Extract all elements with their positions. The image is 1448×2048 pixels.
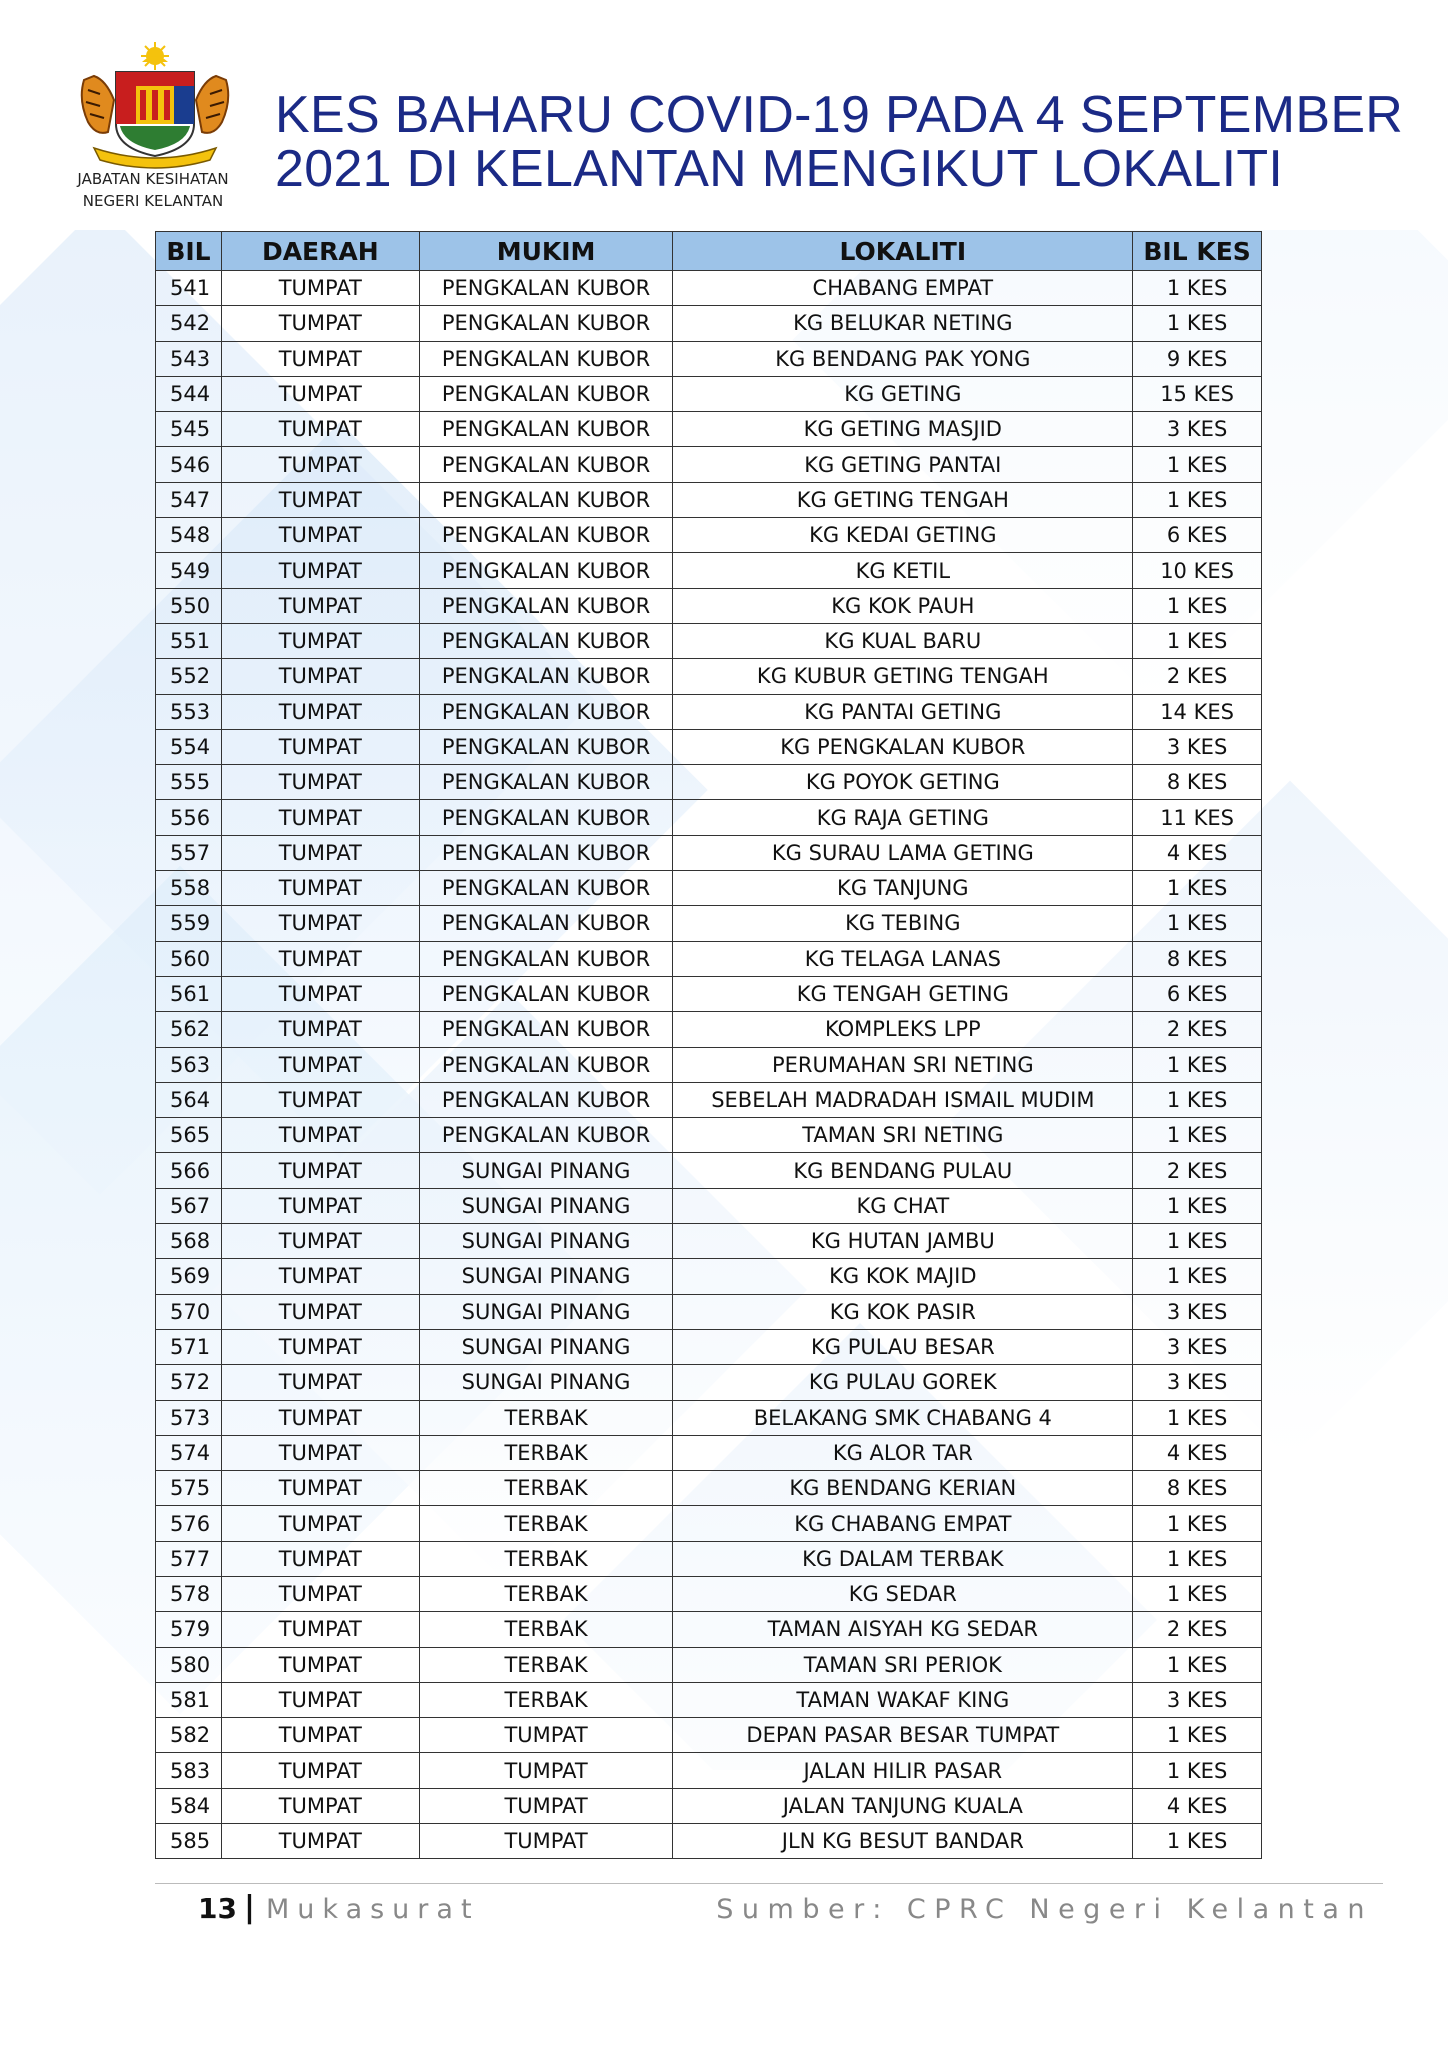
- cell-bil: 557: [156, 835, 222, 870]
- cell-bil-kes: 8 KES: [1133, 1471, 1262, 1506]
- cell-bil-kes: 15 KES: [1133, 376, 1262, 411]
- cell-bil: 581: [156, 1682, 222, 1717]
- cell-bil-kes: 2 KES: [1133, 1012, 1262, 1047]
- cell-lokaliti: KG PULAU BESAR: [673, 1329, 1133, 1364]
- cell-daerah: TUMPAT: [221, 800, 419, 835]
- cell-mukim: TERBAK: [419, 1471, 673, 1506]
- cell-daerah: TUMPAT: [221, 1365, 419, 1400]
- cell-daerah: TUMPAT: [221, 906, 419, 941]
- cell-mukim: PENGKALAN KUBOR: [419, 341, 673, 376]
- cell-mukim: PENGKALAN KUBOR: [419, 659, 673, 694]
- cell-bil: 567: [156, 1188, 222, 1223]
- table-row: [156, 1506, 1262, 1541]
- cell-bil-kes: 3 KES: [1133, 1682, 1262, 1717]
- cell-lokaliti: KG CHABANG EMPAT: [673, 1506, 1133, 1541]
- cell-lokaliti: BELAKANG SMK CHABANG 4: [673, 1400, 1133, 1435]
- cell-mukim: TERBAK: [419, 1682, 673, 1717]
- table-row: [156, 271, 1262, 306]
- cell-bil-kes: 1 KES: [1133, 1188, 1262, 1223]
- cell-daerah: TUMPAT: [221, 1047, 419, 1082]
- cell-daerah: TUMPAT: [221, 1718, 419, 1753]
- table-row: [156, 588, 1262, 623]
- cell-lokaliti: KG BENDANG PULAU: [673, 1153, 1133, 1188]
- cell-lokaliti: JALAN HILIR PASAR: [673, 1753, 1133, 1788]
- cell-daerah: TUMPAT: [221, 694, 419, 729]
- cell-bil-kes: 1 KES: [1133, 1259, 1262, 1294]
- table-row: [156, 1612, 1262, 1647]
- table-row: [156, 1471, 1262, 1506]
- table-row: [156, 1682, 1262, 1717]
- table-row: [156, 659, 1262, 694]
- cell-daerah: TUMPAT: [221, 1506, 419, 1541]
- cell-lokaliti: KG PENGKALAN KUBOR: [673, 729, 1133, 764]
- table-row: [156, 341, 1262, 376]
- cell-bil-kes: 8 KES: [1133, 941, 1262, 976]
- cell-lokaliti: PERUMAHAN SRI NETING: [673, 1047, 1133, 1082]
- cell-lokaliti: KG KOK PASIR: [673, 1294, 1133, 1329]
- cell-mukim: TERBAK: [419, 1612, 673, 1647]
- table-row: [156, 518, 1262, 553]
- cell-bil-kes: 1 KES: [1133, 306, 1262, 341]
- cell-bil-kes: 4 KES: [1133, 1435, 1262, 1470]
- table-row: [156, 941, 1262, 976]
- cell-lokaliti: KG BELUKAR NETING: [673, 306, 1133, 341]
- page-title: [275, 88, 1425, 196]
- cell-daerah: TUMPAT: [221, 623, 419, 658]
- malaysia-coat-of-arms-icon: [70, 40, 240, 170]
- cell-mukim: TUMPAT: [419, 1788, 673, 1823]
- cell-bil-kes: 6 KES: [1133, 518, 1262, 553]
- cell-lokaliti: TAMAN AISYAH KG SEDAR: [673, 1612, 1133, 1647]
- cell-daerah: TUMPAT: [221, 447, 419, 482]
- cell-mukim: PENGKALAN KUBOR: [419, 306, 673, 341]
- org-line-2: NEGERI KELANTAN: [82, 192, 224, 210]
- cell-lokaliti: KG RAJA GETING: [673, 800, 1133, 835]
- title-line-1: KES BAHARU COVID-19 PADA 4 SEPTEMBER: [275, 86, 1404, 144]
- cell-daerah: TUMPAT: [221, 1682, 419, 1717]
- table-row: [156, 1224, 1262, 1259]
- cell-bil: 549: [156, 553, 222, 588]
- column-header-bil-kes: BIL KES: [1133, 232, 1262, 271]
- cell-bil: 546: [156, 447, 222, 482]
- cell-bil: 553: [156, 694, 222, 729]
- cell-bil-kes: 4 KES: [1133, 835, 1262, 870]
- cell-lokaliti: KG BENDANG KERIAN: [673, 1471, 1133, 1506]
- cell-bil: 569: [156, 1259, 222, 1294]
- footer-divider: [155, 1883, 1383, 1884]
- cell-mukim: TUMPAT: [419, 1718, 673, 1753]
- cell-bil-kes: 2 KES: [1133, 659, 1262, 694]
- cell-mukim: SUNGAI PINANG: [419, 1259, 673, 1294]
- cell-daerah: TUMPAT: [221, 659, 419, 694]
- cell-mukim: PENGKALAN KUBOR: [419, 871, 673, 906]
- cell-bil: 578: [156, 1576, 222, 1611]
- cell-mukim: PENGKALAN KUBOR: [419, 271, 673, 306]
- organization-name: [58, 168, 248, 212]
- table-row: [156, 376, 1262, 411]
- cell-bil: 559: [156, 906, 222, 941]
- cell-daerah: TUMPAT: [221, 341, 419, 376]
- cell-lokaliti: KG GETING MASJID: [673, 412, 1133, 447]
- table-row: [156, 1647, 1262, 1682]
- cell-bil: 563: [156, 1047, 222, 1082]
- table-row: [156, 729, 1262, 764]
- cell-bil: 542: [156, 306, 222, 341]
- cell-mukim: PENGKALAN KUBOR: [419, 694, 673, 729]
- cell-bil-kes: 1 KES: [1133, 271, 1262, 306]
- table-row: [156, 906, 1262, 941]
- cell-bil: 585: [156, 1824, 222, 1859]
- cell-daerah: TUMPAT: [221, 1471, 419, 1506]
- cell-daerah: TUMPAT: [221, 729, 419, 764]
- table-header-row: [156, 232, 1262, 271]
- cell-mukim: TERBAK: [419, 1400, 673, 1435]
- cell-daerah: TUMPAT: [221, 518, 419, 553]
- cell-daerah: TUMPAT: [221, 1188, 419, 1223]
- table-row: [156, 1435, 1262, 1470]
- cell-daerah: TUMPAT: [221, 482, 419, 517]
- column-header-lokaliti: LOKALITI: [673, 232, 1133, 271]
- cell-mukim: PENGKALAN KUBOR: [419, 1082, 673, 1117]
- table-row: [156, 1788, 1262, 1823]
- cell-mukim: PENGKALAN KUBOR: [419, 765, 673, 800]
- page-header: [0, 0, 1448, 230]
- cell-bil-kes: 3 KES: [1133, 412, 1262, 447]
- cell-daerah: TUMPAT: [221, 1153, 419, 1188]
- cell-mukim: PENGKALAN KUBOR: [419, 906, 673, 941]
- cell-bil: 572: [156, 1365, 222, 1400]
- cell-lokaliti: KG GETING TENGAH: [673, 482, 1133, 517]
- page-label: Mukasurat: [266, 1894, 480, 1925]
- cell-lokaliti: KG KETIL: [673, 553, 1133, 588]
- cell-daerah: TUMPAT: [221, 306, 419, 341]
- column-header-mukim: MUKIM: [419, 232, 673, 271]
- cell-bil-kes: 1 KES: [1133, 1647, 1262, 1682]
- cell-daerah: TUMPAT: [221, 1400, 419, 1435]
- table-row: [156, 1153, 1262, 1188]
- cell-bil-kes: 2 KES: [1133, 1153, 1262, 1188]
- cell-lokaliti: TAMAN WAKAF KING: [673, 1682, 1133, 1717]
- column-header-bil: BIL: [156, 232, 222, 271]
- cell-bil: 551: [156, 623, 222, 658]
- cell-bil: 584: [156, 1788, 222, 1823]
- cell-mukim: TUMPAT: [419, 1824, 673, 1859]
- cell-bil-kes: 1 KES: [1133, 1506, 1262, 1541]
- cell-bil: 554: [156, 729, 222, 764]
- cell-mukim: SUNGAI PINANG: [419, 1188, 673, 1223]
- cell-bil-kes: 1 KES: [1133, 623, 1262, 658]
- table-row: [156, 765, 1262, 800]
- cell-daerah: TUMPAT: [221, 271, 419, 306]
- cell-bil: 574: [156, 1435, 222, 1470]
- table-row: [156, 623, 1262, 658]
- cell-bil-kes: 1 KES: [1133, 447, 1262, 482]
- cell-bil: 580: [156, 1647, 222, 1682]
- cell-mukim: PENGKALAN KUBOR: [419, 976, 673, 1011]
- cell-lokaliti: KG POYOK GETING: [673, 765, 1133, 800]
- cell-lokaliti: KG TEBING: [673, 906, 1133, 941]
- cell-lokaliti: KG KEDAI GETING: [673, 518, 1133, 553]
- cell-mukim: PENGKALAN KUBOR: [419, 447, 673, 482]
- table-row: [156, 1365, 1262, 1400]
- table-row: [156, 1329, 1262, 1364]
- cell-bil: 544: [156, 376, 222, 411]
- cell-bil-kes: 1 KES: [1133, 588, 1262, 623]
- cell-mukim: PENGKALAN KUBOR: [419, 482, 673, 517]
- cell-mukim: SUNGAI PINANG: [419, 1329, 673, 1364]
- table-row: [156, 1753, 1262, 1788]
- cell-mukim: SUNGAI PINANG: [419, 1365, 673, 1400]
- cell-daerah: TUMPAT: [221, 553, 419, 588]
- cell-mukim: SUNGAI PINANG: [419, 1224, 673, 1259]
- source-note: Sumber: CPRC Negeri Kelantan: [716, 1894, 1373, 1925]
- cell-bil-kes: 8 KES: [1133, 765, 1262, 800]
- cell-bil: 575: [156, 1471, 222, 1506]
- table-row: [156, 1012, 1262, 1047]
- cell-lokaliti: KG CHAT: [673, 1188, 1133, 1223]
- cell-daerah: TUMPAT: [221, 1612, 419, 1647]
- table-row: [156, 1824, 1262, 1859]
- cell-bil-kes: 1 KES: [1133, 1541, 1262, 1576]
- table-row: [156, 1400, 1262, 1435]
- table-row: [156, 835, 1262, 870]
- cell-lokaliti: JLN KG BESUT BANDAR: [673, 1824, 1133, 1859]
- cell-bil: 558: [156, 871, 222, 906]
- cell-mukim: PENGKALAN KUBOR: [419, 1012, 673, 1047]
- cell-mukim: TERBAK: [419, 1647, 673, 1682]
- cases-table: [155, 231, 1262, 1859]
- cell-daerah: TUMPAT: [221, 1329, 419, 1364]
- cell-lokaliti: KG TELAGA LANAS: [673, 941, 1133, 976]
- org-line-1: JABATAN KESIHATAN: [77, 170, 229, 188]
- cell-lokaliti: SEBELAH MADRADAH ISMAIL MUDIM: [673, 1082, 1133, 1117]
- cell-bil: 545: [156, 412, 222, 447]
- cell-mukim: PENGKALAN KUBOR: [419, 1047, 673, 1082]
- table-row: [156, 1294, 1262, 1329]
- cell-bil: 564: [156, 1082, 222, 1117]
- cell-bil: 560: [156, 941, 222, 976]
- table-row: [156, 800, 1262, 835]
- cell-bil-kes: 6 KES: [1133, 976, 1262, 1011]
- cell-bil: 556: [156, 800, 222, 835]
- table-row: [156, 1047, 1262, 1082]
- cell-daerah: TUMPAT: [221, 1647, 419, 1682]
- cell-bil: 555: [156, 765, 222, 800]
- cell-bil: 583: [156, 1753, 222, 1788]
- footer-separator: |: [244, 1890, 255, 1925]
- cell-bil: 561: [156, 976, 222, 1011]
- cell-mukim: TERBAK: [419, 1541, 673, 1576]
- table-row: [156, 553, 1262, 588]
- table-row: [156, 976, 1262, 1011]
- cell-bil-kes: 3 KES: [1133, 729, 1262, 764]
- cell-mukim: PENGKALAN KUBOR: [419, 588, 673, 623]
- table-row: [156, 871, 1262, 906]
- cell-bil: 576: [156, 1506, 222, 1541]
- cell-bil-kes: 1 KES: [1133, 1082, 1262, 1117]
- cell-bil-kes: 1 KES: [1133, 1576, 1262, 1611]
- cell-mukim: PENGKALAN KUBOR: [419, 623, 673, 658]
- cell-bil: 550: [156, 588, 222, 623]
- cell-lokaliti: KG GETING: [673, 376, 1133, 411]
- cell-lokaliti: JALAN TANJUNG KUALA: [673, 1788, 1133, 1823]
- cell-mukim: PENGKALAN KUBOR: [419, 1118, 673, 1153]
- table-row: [156, 412, 1262, 447]
- cell-lokaliti: KG KUAL BARU: [673, 623, 1133, 658]
- cell-bil-kes: 1 KES: [1133, 1718, 1262, 1753]
- cell-bil-kes: 1 KES: [1133, 1753, 1262, 1788]
- cell-lokaliti: KG GETING PANTAI: [673, 447, 1133, 482]
- cell-lokaliti: KG BENDANG PAK YONG: [673, 341, 1133, 376]
- cell-bil-kes: 14 KES: [1133, 694, 1262, 729]
- cell-lokaliti: DEPAN PASAR BESAR TUMPAT: [673, 1718, 1133, 1753]
- cell-daerah: TUMPAT: [221, 1224, 419, 1259]
- cell-daerah: TUMPAT: [221, 1824, 419, 1859]
- cell-bil: 548: [156, 518, 222, 553]
- cell-lokaliti: KG DALAM TERBAK: [673, 1541, 1133, 1576]
- table-row: [156, 447, 1262, 482]
- cell-daerah: TUMPAT: [221, 1788, 419, 1823]
- cell-bil-kes: 1 KES: [1133, 1118, 1262, 1153]
- cell-lokaliti: TAMAN SRI PERIOK: [673, 1647, 1133, 1682]
- cell-bil-kes: 11 KES: [1133, 800, 1262, 835]
- cell-bil: 552: [156, 659, 222, 694]
- cell-lokaliti: KOMPLEKS LPP: [673, 1012, 1133, 1047]
- cell-bil: 547: [156, 482, 222, 517]
- cell-mukim: PENGKALAN KUBOR: [419, 553, 673, 588]
- cell-daerah: TUMPAT: [221, 588, 419, 623]
- table-row: [156, 1118, 1262, 1153]
- cell-mukim: TERBAK: [419, 1435, 673, 1470]
- cell-bil: 543: [156, 341, 222, 376]
- cell-bil-kes: 2 KES: [1133, 1612, 1262, 1647]
- cell-bil: 566: [156, 1153, 222, 1188]
- cell-daerah: TUMPAT: [221, 941, 419, 976]
- title-line-2: 2021 DI KELANTAN MENGIKUT LOKALITI: [275, 140, 1284, 198]
- cell-lokaliti: KG KUBUR GETING TENGAH: [673, 659, 1133, 694]
- cell-bil: 568: [156, 1224, 222, 1259]
- cell-lokaliti: KG KOK PAUH: [673, 588, 1133, 623]
- cell-bil-kes: 9 KES: [1133, 341, 1262, 376]
- cell-bil-kes: 1 KES: [1133, 1400, 1262, 1435]
- cell-daerah: TUMPAT: [221, 976, 419, 1011]
- cell-mukim: PENGKALAN KUBOR: [419, 412, 673, 447]
- cell-mukim: PENGKALAN KUBOR: [419, 941, 673, 976]
- cell-bil: 570: [156, 1294, 222, 1329]
- cell-bil-kes: 1 KES: [1133, 1824, 1262, 1859]
- cell-lokaliti: CHABANG EMPAT: [673, 271, 1133, 306]
- cell-mukim: PENGKALAN KUBOR: [419, 729, 673, 764]
- cell-mukim: SUNGAI PINANG: [419, 1294, 673, 1329]
- page-number: 13: [198, 1892, 237, 1925]
- cell-bil-kes: 1 KES: [1133, 1224, 1262, 1259]
- cell-mukim: TUMPAT: [419, 1753, 673, 1788]
- cell-daerah: TUMPAT: [221, 1435, 419, 1470]
- cell-lokaliti: KG PANTAI GETING: [673, 694, 1133, 729]
- cell-lokaliti: KG KOK MAJID: [673, 1259, 1133, 1294]
- cell-bil-kes: 1 KES: [1133, 871, 1262, 906]
- cell-mukim: TERBAK: [419, 1576, 673, 1611]
- cell-bil-kes: 3 KES: [1133, 1365, 1262, 1400]
- cell-bil: 577: [156, 1541, 222, 1576]
- cell-bil: 573: [156, 1400, 222, 1435]
- cell-bil: 582: [156, 1718, 222, 1753]
- cell-mukim: SUNGAI PINANG: [419, 1153, 673, 1188]
- table-row: [156, 1541, 1262, 1576]
- cell-bil: 565: [156, 1118, 222, 1153]
- table-row: [156, 1718, 1262, 1753]
- cell-bil-kes: 1 KES: [1133, 1047, 1262, 1082]
- table-row: [156, 1082, 1262, 1117]
- cell-daerah: TUMPAT: [221, 765, 419, 800]
- cell-daerah: TUMPAT: [221, 1541, 419, 1576]
- table-row: [156, 482, 1262, 517]
- cell-bil: 579: [156, 1612, 222, 1647]
- cell-daerah: TUMPAT: [221, 1576, 419, 1611]
- cell-daerah: TUMPAT: [221, 1753, 419, 1788]
- cell-bil-kes: 1 KES: [1133, 906, 1262, 941]
- cell-daerah: TUMPAT: [221, 412, 419, 447]
- table-row: [156, 1188, 1262, 1223]
- cell-mukim: TERBAK: [419, 1506, 673, 1541]
- table-row: [156, 694, 1262, 729]
- cell-daerah: TUMPAT: [221, 376, 419, 411]
- cell-lokaliti: KG TANJUNG: [673, 871, 1133, 906]
- cell-daerah: TUMPAT: [221, 1294, 419, 1329]
- cell-bil: 562: [156, 1012, 222, 1047]
- cell-lokaliti: KG PULAU GOREK: [673, 1365, 1133, 1400]
- cell-mukim: PENGKALAN KUBOR: [419, 800, 673, 835]
- cell-lokaliti: KG TENGAH GETING: [673, 976, 1133, 1011]
- cell-bil-kes: 3 KES: [1133, 1294, 1262, 1329]
- cell-bil: 541: [156, 271, 222, 306]
- cell-bil-kes: 10 KES: [1133, 553, 1262, 588]
- cell-mukim: PENGKALAN KUBOR: [419, 376, 673, 411]
- cell-bil-kes: 3 KES: [1133, 1329, 1262, 1364]
- cell-lokaliti: KG ALOR TAR: [673, 1435, 1133, 1470]
- cell-daerah: TUMPAT: [221, 835, 419, 870]
- cell-bil-kes: 4 KES: [1133, 1788, 1262, 1823]
- cell-mukim: PENGKALAN KUBOR: [419, 518, 673, 553]
- column-header-daerah: DAERAH: [221, 232, 419, 271]
- cell-lokaliti: KG SURAU LAMA GETING: [673, 835, 1133, 870]
- cell-daerah: TUMPAT: [221, 1118, 419, 1153]
- table-row: [156, 306, 1262, 341]
- cell-daerah: TUMPAT: [221, 1012, 419, 1047]
- cell-daerah: TUMPAT: [221, 871, 419, 906]
- cell-daerah: TUMPAT: [221, 1259, 419, 1294]
- cell-lokaliti: TAMAN SRI NETING: [673, 1118, 1133, 1153]
- cell-daerah: TUMPAT: [221, 1082, 419, 1117]
- cell-lokaliti: KG HUTAN JAMBU: [673, 1224, 1133, 1259]
- cell-bil-kes: 1 KES: [1133, 482, 1262, 517]
- table-row: [156, 1576, 1262, 1611]
- cell-bil: 571: [156, 1329, 222, 1364]
- table-row: [156, 1259, 1262, 1294]
- cell-mukim: PENGKALAN KUBOR: [419, 835, 673, 870]
- cell-lokaliti: KG SEDAR: [673, 1576, 1133, 1611]
